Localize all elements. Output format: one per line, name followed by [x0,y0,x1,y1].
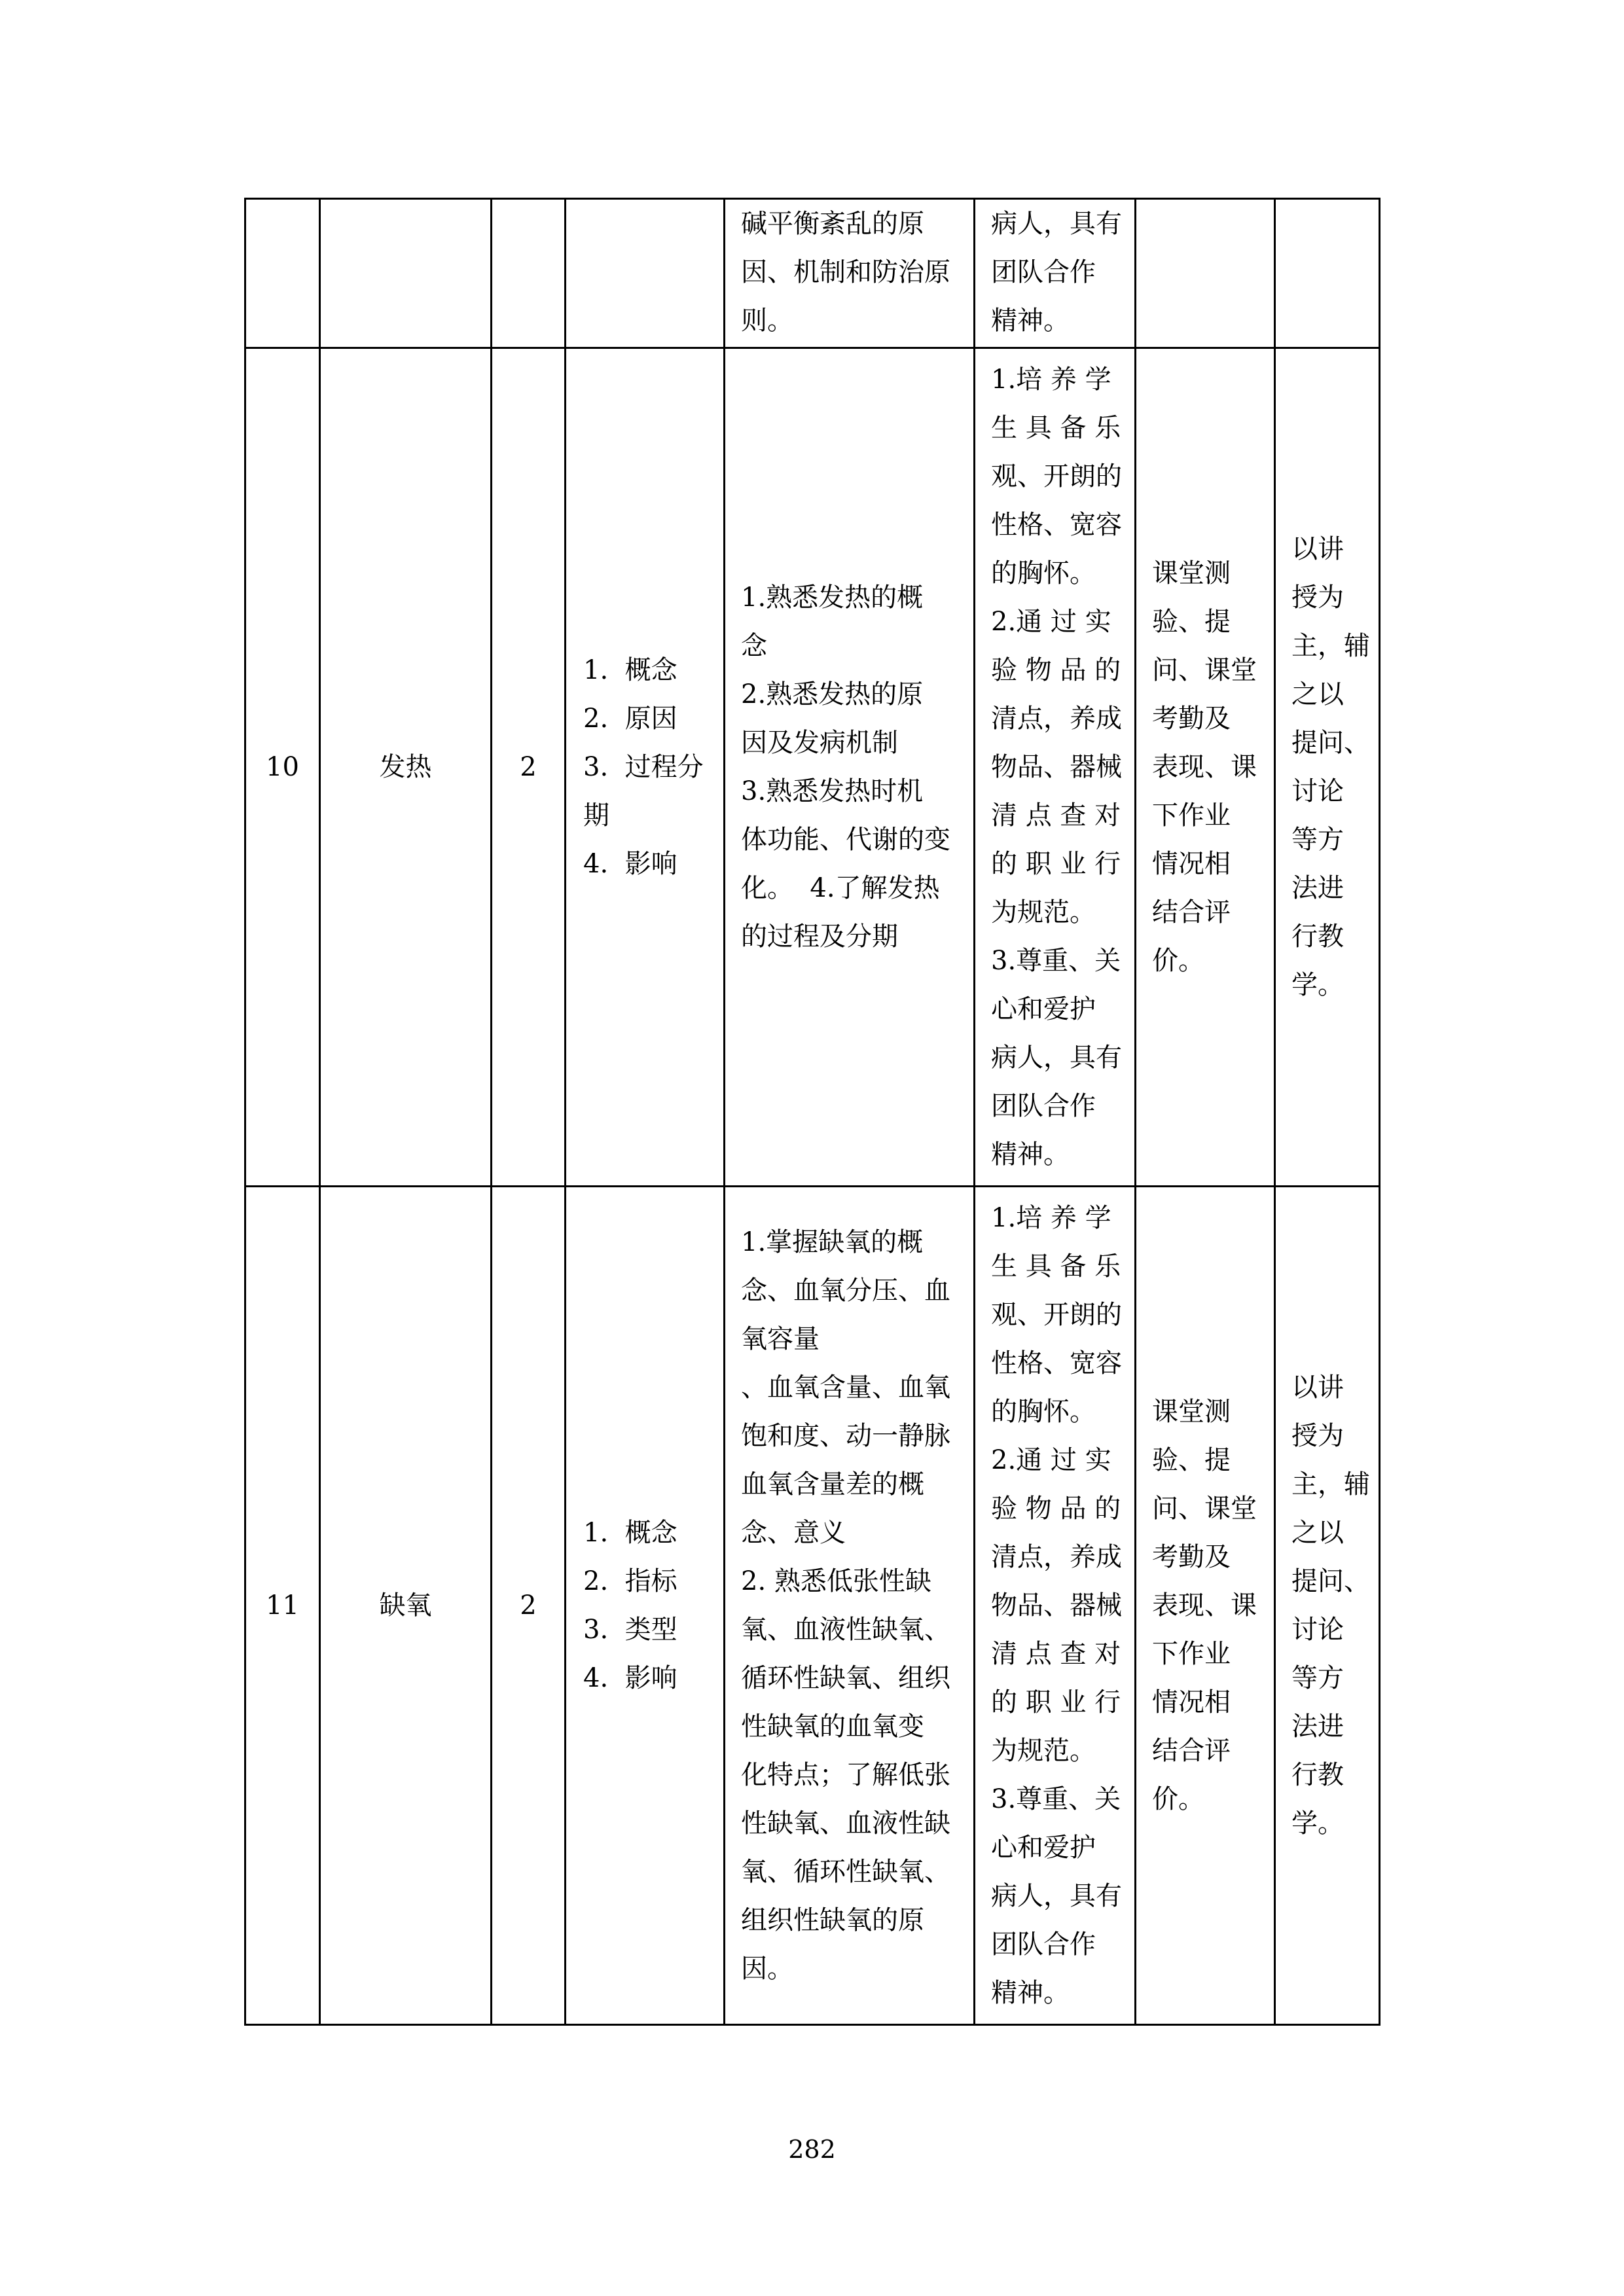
cell-line: 情况相 [1152,849,1231,879]
cell-line: 组织性缺氧的原 [741,1905,924,1935]
cell-line: 1.培 养 学 [991,365,1111,395]
cell-line: 4. 影响 [583,1663,677,1693]
cell-quality-goals [975,199,1136,348]
cell-line: 团队合作 [991,1091,1096,1121]
cell-line: 化。 4.了解发热 [741,873,940,903]
cell-goals [725,199,975,348]
cell-line: 碱平衡紊乱的原 [741,209,924,239]
cell-line: 因。 [741,1954,793,1984]
cell-line: 团队合作 [991,257,1096,287]
cell-line: 为规范。 [991,1736,1096,1766]
cell-line: 学。 [1291,970,1344,1000]
cell-line: 2.通 过 实 [991,607,1111,637]
cell-line: 3.尊重、关 [991,1784,1121,1814]
cell-line: 心和爱护 [991,1833,1096,1863]
cell-line: 1.培 养 学 [991,1203,1111,1233]
cell-method [1275,1187,1380,2025]
cell-line: 考勤及 [1152,704,1231,734]
cell-line: 行教 [1291,922,1344,952]
cell-number: 10 [245,348,320,1187]
cell-content [566,199,725,348]
cell-line: 讨论 [1291,1615,1344,1645]
cell-line: 病人，具有 [991,1881,1122,1911]
cell-line: 表现、课 [1152,1590,1257,1621]
cell-line: 体功能、代谢的变 [741,825,950,855]
cell-goals [725,348,975,1187]
cell-line: 考勤及 [1152,1542,1231,1572]
cell-line: 1. 概念 [583,1518,677,1548]
cell-line: 观、开朗的 [991,1300,1122,1330]
cell-line: 等方 [1291,825,1344,855]
cell-line: 的胸怀。 [991,558,1096,588]
cell-line: 讨论 [1291,776,1344,806]
cell-line: 清点，养成 [991,1542,1122,1572]
cell-line: 课堂测 [1152,1397,1231,1427]
cell-line: 主，辅 [1291,631,1370,661]
cell-line: 以讲 [1291,1372,1344,1403]
cell-line: 生 具 备 乐 [991,413,1121,443]
cell-content [566,348,725,1187]
cell-topic [320,199,492,348]
cell-line: 主，辅 [1291,1469,1370,1499]
cell-line: 性缺氧、血液性缺 [741,1808,950,1839]
cell-line: 2. 熟悉低张性缺 [741,1566,931,1596]
cell-quality-goals [975,1187,1136,2025]
cell-line: 验、提 [1152,1445,1231,1475]
cell-hours: 2 [492,1187,566,2025]
cell-line: 1.掌握缺氧的概 [741,1227,924,1257]
cell-line: 4. 影响 [583,849,677,879]
cell-line: 价。 [1152,1784,1204,1814]
cell-line: 血氧含量差的概 [741,1469,924,1499]
cell-line: 氧、血液性缺氧、 [741,1615,950,1645]
cell-line: 3.熟悉发热时机 [741,776,924,806]
cell-line: 清 点 查 对 [991,1639,1121,1669]
cell-line: 之以 [1291,679,1344,709]
cell-line: 验、提 [1152,607,1231,637]
cell-line: 2.通 过 实 [991,1445,1111,1475]
cell-number: 11 [245,1187,320,2025]
cell-line: 下作业 [1152,800,1231,831]
cell-line: 的过程及分期 [741,922,898,952]
cell-line: 生 具 备 乐 [991,1251,1121,1282]
cell-line: 2. 原因 [583,704,677,734]
cell-line: 问、课堂 [1152,1494,1257,1524]
cell-line: 授为 [1291,583,1344,613]
cell-line: 的 职 业 行 [991,1687,1121,1717]
cell-goals [725,1187,975,2025]
cell-hours [492,199,566,348]
cell-evaluation [1136,348,1275,1187]
cell-line: 循环性缺氧、组织 [741,1663,950,1693]
cell-method [1275,199,1380,348]
cell-line: 学。 [1291,1808,1344,1839]
cell-line: 精神。 [991,306,1070,336]
cell-line: 法进 [1291,873,1344,903]
cell-line: 3. 过程分 [583,752,704,782]
cell-line: 以讲 [1291,534,1344,564]
cell-line: 物品、器械 [991,752,1122,782]
cell-evaluation [1136,1187,1275,2025]
cell-line: 病人，具有 [991,1043,1122,1073]
cell-line: 念、意义 [741,1518,846,1548]
cell-line: 授为 [1291,1421,1344,1451]
cell-method [1275,348,1380,1187]
cell-line: 3. 类型 [583,1615,677,1645]
cell-number [245,199,320,348]
cell-line: 验 物 品 的 [991,1494,1121,1524]
cell-topic: 发热 [320,348,492,1187]
cell-line: 2.熟悉发热的原 [741,679,924,709]
cell-line: 行教 [1291,1760,1344,1790]
cell-line: 2. 指标 [583,1566,677,1596]
cell-line: 1.熟悉发热的概 [741,583,924,613]
cell-line: 心和爱护 [991,994,1096,1024]
table-row [245,1187,1380,2025]
cell-line: 氧、循环性缺氧、 [741,1857,950,1887]
cell-line: 性格、宽容 [991,1348,1122,1378]
cell-line: 精神。 [991,1139,1070,1170]
cell-topic: 缺氧 [320,1187,492,2025]
cell-line: 清 点 查 对 [991,800,1121,831]
cell-line: 法进 [1291,1712,1344,1742]
cell-line: 性缺氧的血氧变 [741,1712,924,1742]
cell-evaluation [1136,199,1275,348]
cell-line: 氧容量 [741,1324,820,1354]
cell-line: 下作业 [1152,1639,1231,1669]
cell-line: 则。 [741,306,793,336]
table-body [245,199,1380,2025]
cell-line: 3.尊重、关 [991,946,1121,976]
page-number: 282 [788,2135,836,2164]
cell-quality-goals [975,348,1136,1187]
cell-line: 1. 概念 [583,655,677,685]
cell-line: 等方 [1291,1663,1344,1693]
cell-line: 情况相 [1152,1687,1231,1717]
cell-line: 因及发病机制 [741,728,898,758]
table-row [245,348,1380,1187]
cell-line: 精神。 [991,1978,1070,2008]
cell-line: 结合评 [1152,1736,1231,1766]
cell-line: 的胸怀。 [991,1397,1096,1427]
cell-line: 的 职 业 行 [991,849,1121,879]
cell-line: 念、血氧分压、血 [741,1276,950,1306]
cell-content [566,1187,725,2025]
cell-line: 因、机制和防治原 [741,257,950,287]
cell-line: 饱和度、动一静脉 [741,1421,950,1451]
cell-line: 化特点；了解低张 [741,1760,950,1790]
cell-line: 物品、器械 [991,1590,1122,1621]
cell-line: 表现、课 [1152,752,1257,782]
cell-line: 期 [583,800,609,831]
cell-line: 清点，养成 [991,704,1122,734]
cell-line: 性格、宽容 [991,510,1122,540]
cell-line: 观、开朗的 [991,461,1122,492]
cell-line: 提问、 [1291,728,1370,758]
cell-line: 之以 [1291,1518,1344,1548]
cell-line: 结合评 [1152,897,1231,927]
cell-line: 课堂测 [1152,558,1231,588]
cell-line: 验 物 品 的 [991,655,1121,685]
cell-line: 提问、 [1291,1566,1370,1596]
cell-line: 团队合作 [991,1929,1096,1960]
cell-line: 价。 [1152,946,1204,976]
cell-line: 病人，具有 [991,209,1122,239]
cell-line: 问、课堂 [1152,655,1257,685]
cell-hours: 2 [492,348,566,1187]
cell-line: 、血氧含量、血氧 [741,1372,950,1403]
course-table [244,198,1380,2026]
cell-line: 念 [741,631,767,661]
table-row [245,199,1380,348]
cell-line: 为规范。 [991,897,1096,927]
